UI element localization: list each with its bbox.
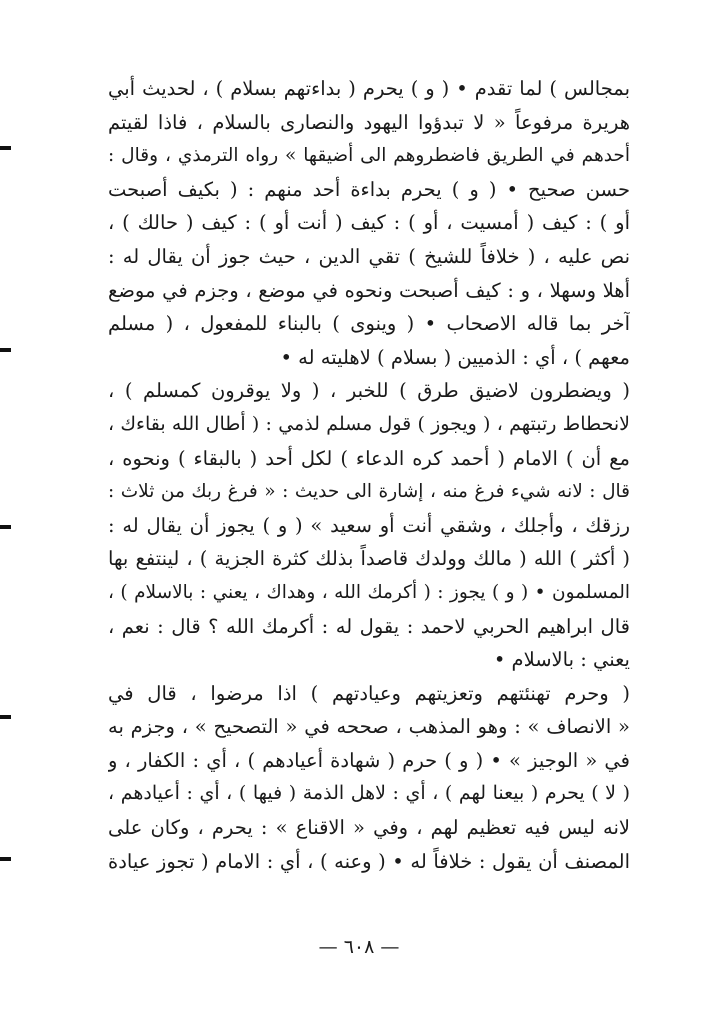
text-line: آخر بما قاله الاصحاب • ( وينوى ) بالبناء للمفعول ، ( مسلم bbox=[108, 312, 630, 336]
text-line: أهلا وسهلا ، و : كيف أصبحت ونحوه في موضع ، وجزم في موضع bbox=[108, 278, 630, 302]
text-line: في « الوجيز » • ( و ) حرم ( شهادة أعيادهم ) ، أي : الكفار ، و bbox=[108, 748, 630, 772]
margin-mark bbox=[0, 715, 11, 719]
text-line: أو ) : كيف ( أمسيت ، أو ) : كيف ( أنت أو ) : كيف ( حالك ) ، bbox=[108, 211, 630, 235]
text-line: ( ويضطرون لاضيق طرق ) للخبر ، ( ولا يوقرون كمسلم ) ، bbox=[108, 379, 630, 403]
page-number: — ٦٠٨ — bbox=[318, 936, 400, 958]
text-line: رزقك ، وأجلك ، وشقي أنت أو سعيد » ( و ) يجوز أن يقال له : bbox=[108, 513, 630, 537]
text-line: ( أكثر ) الله ( مالك وولدك قاصداً بذلك كثرة الجزية ) ، لينتفع بها bbox=[108, 547, 630, 571]
text-line: لانه ليس فيه تعظيم لهم ، وفي « الاقناع » : يحرم ، وكان على bbox=[108, 816, 630, 840]
text-line: ( لا ) يحرم ( بيعنا لهم ) ، أي : لاهل الذمة ( فيها ) ، أي : أعيادهم ، bbox=[108, 782, 630, 805]
text-line: ( وحرم تهنئتهم وتعزيتهم وعيادتهم ) اذا مرضوا ، قال في bbox=[108, 681, 630, 705]
text-line: بمجالس ) لما تقدم • ( و ) يحرم ( بداءتهم بسلام ) ، لحديث أبي bbox=[108, 77, 630, 100]
text-line: المسلمون • ( و ) يجوز : ( أكرمك الله ، وهداك ، يعني : بالاسلام ) ، bbox=[108, 581, 630, 603]
margin-mark bbox=[0, 348, 11, 352]
margin-mark bbox=[0, 857, 11, 861]
body-text bbox=[108, 72, 630, 878]
text-line: لانحطاط رتبتهم ، ( ويجوز ) قول مسلم لذمي : ( أطال الله بقاءك ، bbox=[108, 412, 630, 435]
text-line: « الانصاف » : وهو المذهب ، صححه في « التصحيح » ، وجزم به bbox=[108, 715, 630, 739]
text-line: المصنف أن يقول : خلافاً له • ( وعنه ) ، أي : الامام ( تجوز عيادة bbox=[108, 849, 630, 873]
text-line: هريرة مرفوعاً « لا تبدؤوا اليهود والنصارى بالسلام ، فاذا لقيتم bbox=[108, 110, 630, 134]
margin-mark bbox=[0, 525, 11, 529]
text-line: مع أن ) الامام ( أحمد كره الدعاء ) لكل أحد ( بالبقاء ) ونحوه ، bbox=[108, 446, 630, 470]
text-line: يعني : بالاسلام • bbox=[493, 648, 630, 672]
text-line: حسن صحيح • ( و ) يحرم بداءة أحد منهم : ( بكيف أصبحت bbox=[108, 177, 630, 201]
text-line: نص عليه ، ( خلافاً للشيخ ) تقي الدين ، حيث جوز أن يقال له : bbox=[108, 244, 630, 268]
text-line: قال : لانه شيء فرغ منه ، إشارة الى حديث : « فرغ ربك من ثلاث : bbox=[108, 481, 630, 503]
text-line: قال ابراهيم الحربي لاحمد : يقول له : أكرمك الله ؟ قال : نعم ، bbox=[108, 614, 630, 638]
text-line: أحدهم في الطريق فاضطروهم الى أضيقها » رواه الترمذي ، وقال : bbox=[108, 145, 630, 167]
text-line: معهم ) ، أي : الذميين ( بسلام ) لاهليته له • bbox=[280, 345, 630, 369]
margin-mark bbox=[0, 146, 11, 150]
